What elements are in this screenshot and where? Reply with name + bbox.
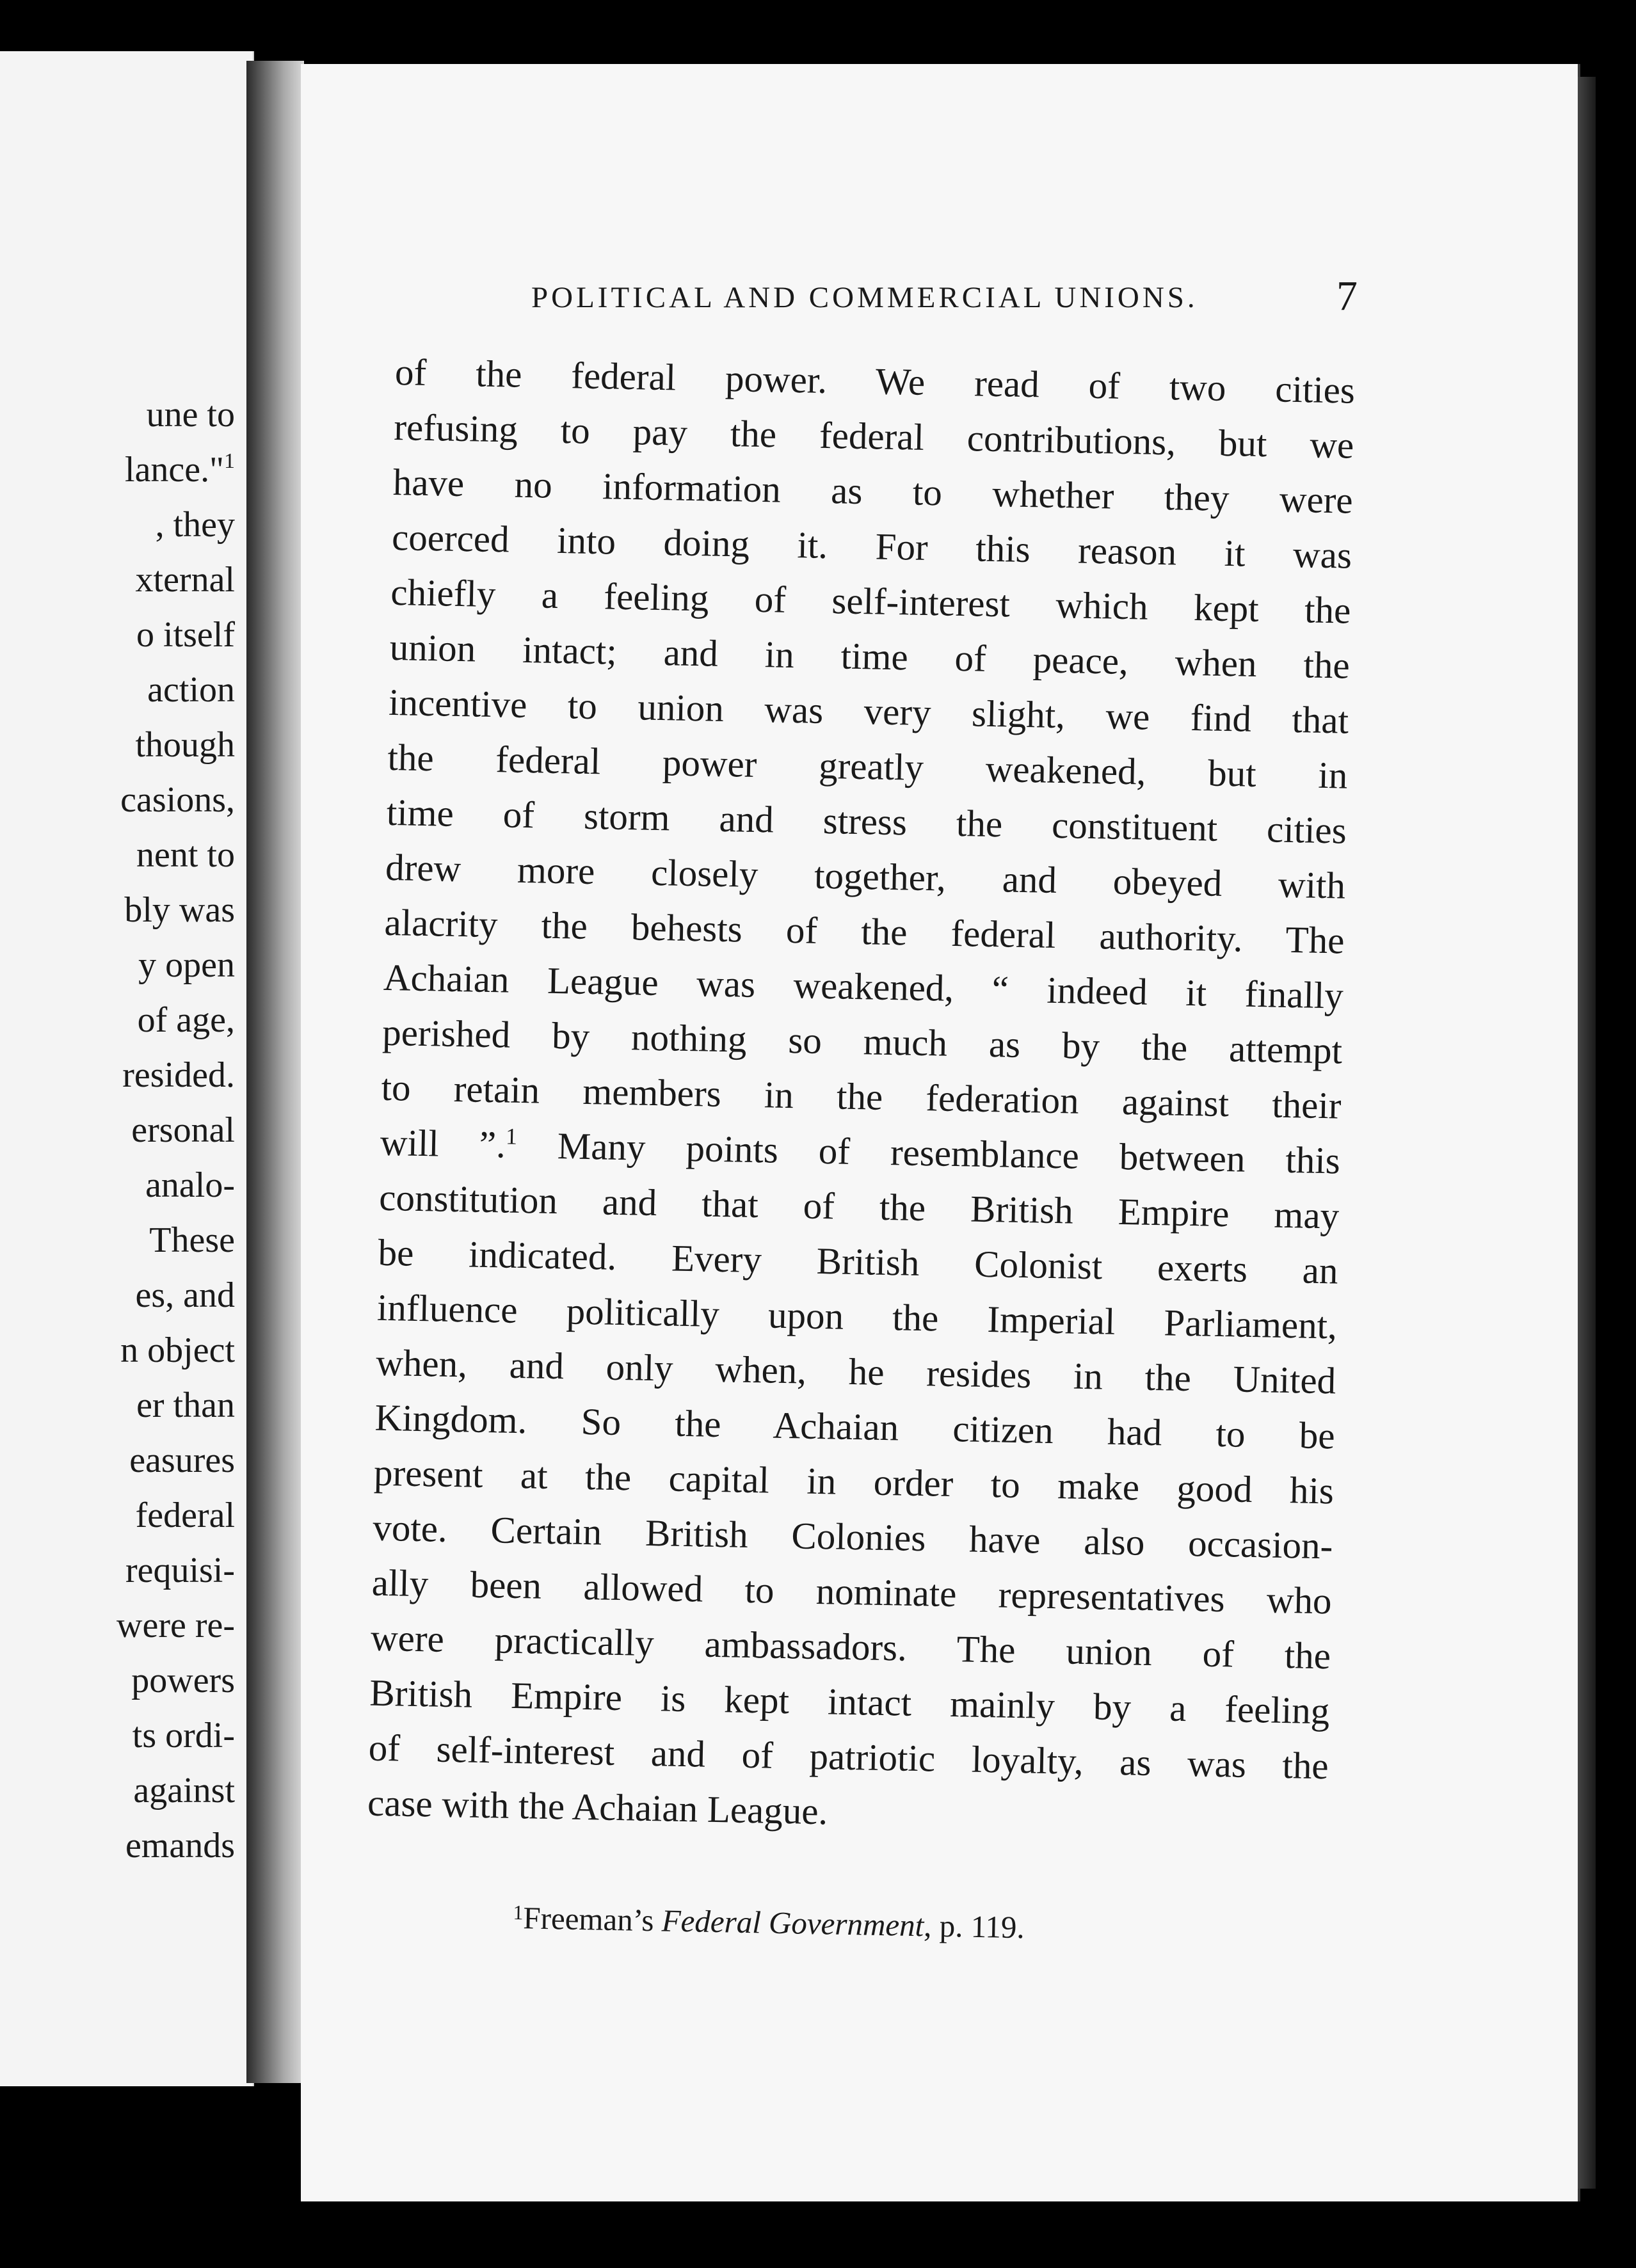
facing-line: analo-: [145, 1165, 235, 1205]
facing-line: bly was: [124, 890, 235, 930]
facing-page-left: [0, 51, 254, 2086]
footnote-suffix: , p. 119.: [923, 1908, 1025, 1945]
facing-line: were re-: [116, 1606, 235, 1645]
facing-line: , they: [155, 505, 235, 545]
facing-line: o itself: [136, 615, 235, 655]
facing-page-text: [116, 387, 235, 1873]
footnote-marker: 1: [505, 1123, 518, 1149]
text-line: case with the Achaian League.: [367, 1781, 828, 1833]
facing-line: nent to: [136, 835, 235, 875]
facing-line: ts ordi-: [132, 1716, 235, 1755]
facing-line: xternal: [135, 560, 235, 600]
facing-line: though: [135, 725, 235, 765]
facing-line: federal: [135, 1496, 235, 1535]
text-line: when, and only when, he resides in the United: [375, 1341, 1336, 1402]
facing-line: action: [147, 670, 235, 710]
text-line: Achaian League was weakened, “ indeed it finally: [383, 955, 1344, 1017]
facing-line: y open: [138, 945, 235, 985]
text-line: union intact; and in time of peace, when the: [389, 625, 1351, 687]
text-line: ally been allowed to nominate representatives who: [371, 1561, 1333, 1622]
facing-line: against: [133, 1771, 235, 1810]
text-line: influence politically upon the Imperial Parliament,: [376, 1286, 1338, 1347]
facing-line: es, and: [135, 1275, 235, 1315]
facing-line: resided.: [122, 1055, 235, 1095]
text-line: coerced into doing it. For this reason it was: [391, 515, 1352, 577]
text-line: constitution and that of the British Empire may: [378, 1176, 1340, 1237]
text-line: chiefly a feeling of self-interest which kept the: [390, 570, 1351, 632]
footnote-book-title: Federal Government: [661, 1903, 924, 1944]
text-line: incentive to union was very slight, we find that: [388, 680, 1349, 742]
text-line: refusing to pay the federal contributions, but we: [393, 405, 1354, 467]
text-line: of the federal power. We read of two cities: [394, 350, 1356, 411]
text-line: alacrity the behests of the federal authority. The: [384, 900, 1345, 962]
facing-line: easures: [129, 1441, 235, 1480]
text-line: be indicated. Every British Colonist exerts an: [378, 1231, 1339, 1292]
footnote-marker: 1: [224, 449, 235, 473]
facing-line: ersonal: [131, 1110, 235, 1150]
facing-line: casions,: [120, 780, 235, 820]
page-number: 7: [1336, 273, 1358, 319]
body-text: [367, 344, 1355, 1848]
facing-line: powers: [131, 1661, 235, 1700]
facing-line: requisi-: [125, 1551, 235, 1590]
text-line: the federal power greatly weakened, but in: [387, 735, 1348, 797]
footnote-prefix: Freeman’s: [522, 1900, 662, 1938]
facing-line: of age,: [137, 1000, 235, 1040]
text-line: Kingdom. So the Achaian citizen had to be: [374, 1396, 1336, 1457]
facing-line: emands: [125, 1826, 235, 1865]
text-line: vote. Certain British Colonies have also occasion-: [372, 1506, 1333, 1567]
facing-line: n object: [120, 1330, 235, 1370]
text-line: present at the capital in order to make good his: [373, 1451, 1335, 1512]
text-line: drew more closely together, and obeyed with: [385, 845, 1346, 907]
facing-line: These: [149, 1220, 235, 1260]
facing-line: er than: [136, 1386, 235, 1425]
facing-line: une to: [146, 395, 235, 435]
text-line: to retain members in the federation against their: [381, 1066, 1342, 1127]
running-head: POLITICAL AND COMMERCIAL UNIONS.: [531, 281, 1198, 314]
text-segment: will ”.: [380, 1121, 506, 1166]
text-line: time of storm and stress the constituent cities: [386, 790, 1347, 852]
page-edge-shadow: [1578, 77, 1596, 2189]
text-line: perished by nothing so much as by the attempt: [381, 1010, 1343, 1072]
text-line: have no information as to whether they were: [392, 460, 1354, 522]
text-line: were practically ambassadors. The union of the: [370, 1616, 1331, 1677]
footnote-mark: 1: [513, 1900, 524, 1924]
text-segment: Many points of resemblance between this: [517, 1123, 1341, 1182]
facing-line: lance."$^1$: [125, 449, 235, 490]
text-line: British Empire is kept intact mainly by a feeling: [369, 1671, 1330, 1732]
text-line: of self-interest and of patriotic loyalty, as was the: [368, 1726, 1329, 1787]
book-gutter-shadow: [246, 61, 304, 2083]
